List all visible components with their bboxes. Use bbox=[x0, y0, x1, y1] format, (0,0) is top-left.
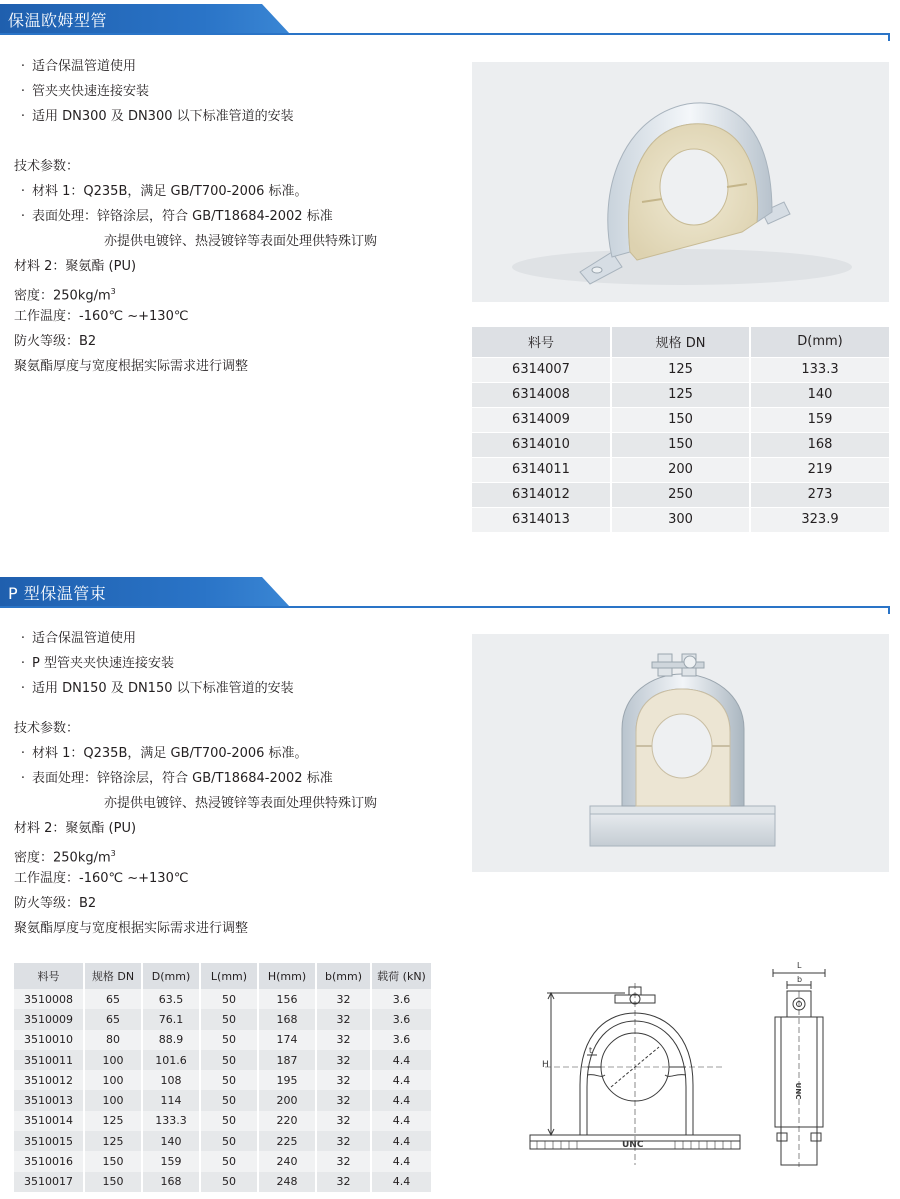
table-cell: 6314007 bbox=[472, 357, 611, 382]
table-cell: 32 bbox=[316, 1050, 371, 1070]
column-header: D(mm) bbox=[142, 963, 200, 989]
table-row bbox=[472, 482, 889, 507]
param-material1: 材料 1：Q235B，满足 GB/T700-2006 标准。 bbox=[32, 184, 308, 199]
table-cell: 63.5 bbox=[142, 989, 200, 1009]
table-cell: 4.4 bbox=[371, 1151, 431, 1171]
param-material2: 材料 2：聚氨酯 (PU) bbox=[14, 821, 137, 836]
table-cell: 3.6 bbox=[371, 1009, 431, 1029]
table-row bbox=[14, 989, 431, 1009]
table-row bbox=[14, 1111, 431, 1131]
section-title: 保温欧姆型管 bbox=[8, 11, 108, 30]
table-cell: 3510010 bbox=[14, 1030, 84, 1050]
table-cell: 3510012 bbox=[14, 1070, 84, 1090]
param-surface-note: 亦提供电镀锌、热浸镀锌等表面处理供特殊订购 bbox=[104, 234, 378, 249]
table-cell: 225 bbox=[258, 1131, 316, 1151]
table-cell: 140 bbox=[142, 1131, 200, 1151]
table-cell: 168 bbox=[142, 1172, 200, 1192]
table-row bbox=[472, 382, 889, 407]
table-cell: 50 bbox=[200, 1070, 258, 1090]
table-cell: 50 bbox=[200, 1131, 258, 1151]
table-cell: 3.6 bbox=[371, 989, 431, 1009]
table-cell: 32 bbox=[316, 1111, 371, 1131]
table-row bbox=[472, 432, 889, 457]
table-cell: 3510013 bbox=[14, 1090, 84, 1110]
table-row bbox=[472, 457, 889, 482]
table-row bbox=[14, 1172, 431, 1192]
table-cell: 187 bbox=[258, 1050, 316, 1070]
table-cell: 32 bbox=[316, 1131, 371, 1151]
table-cell: 159 bbox=[142, 1151, 200, 1171]
table-cell: 32 bbox=[316, 1030, 371, 1050]
table-cell: 50 bbox=[200, 989, 258, 1009]
table-cell: 50 bbox=[200, 1151, 258, 1171]
table-cell: 114 bbox=[142, 1090, 200, 1110]
section-header-1 bbox=[0, 4, 890, 38]
table-cell: 195 bbox=[258, 1070, 316, 1090]
dimension-label-l: L bbox=[797, 961, 802, 970]
table-cell: 240 bbox=[258, 1151, 316, 1171]
product-photo-p-clamp bbox=[472, 634, 889, 872]
table-cell: 65 bbox=[84, 1009, 142, 1029]
table-cell: 65 bbox=[84, 989, 142, 1009]
table-cell: 50 bbox=[200, 1030, 258, 1050]
table-row bbox=[14, 1070, 431, 1090]
table-cell: 100 bbox=[84, 1050, 142, 1070]
table-cell: 3510008 bbox=[14, 989, 84, 1009]
table-cell: 156 bbox=[258, 989, 316, 1009]
table-header-row bbox=[472, 327, 889, 357]
column-header: 规格 DN bbox=[611, 327, 750, 357]
table-cell: 100 bbox=[84, 1070, 142, 1090]
param-material2: 材料 2：聚氨酯 (PU) bbox=[14, 259, 137, 274]
param-surface: 表面处理：锌铬涂层，符合 GB/T18684-2002 标准 bbox=[32, 771, 333, 786]
table-cell: 4.4 bbox=[371, 1070, 431, 1090]
section-header-2 bbox=[0, 577, 890, 611]
table-cell: 133.3 bbox=[142, 1111, 200, 1131]
brand-label-side: UNC bbox=[794, 1082, 802, 1100]
dimension-label-t: t bbox=[589, 1046, 593, 1055]
table-cell: 100 bbox=[84, 1090, 142, 1110]
table-cell: 140 bbox=[750, 382, 889, 407]
param-fire: 防火等级：B2 bbox=[14, 334, 97, 349]
feature-item: · 管夹夹快速连接安装 bbox=[20, 84, 150, 99]
dimension-label-h: H bbox=[542, 1060, 549, 1070]
table-cell: 32 bbox=[316, 1172, 371, 1192]
table-cell: 250 bbox=[611, 482, 750, 507]
param-temp: 工作温度：-160℃ ~+130℃ bbox=[14, 871, 189, 886]
table-cell: 125 bbox=[611, 382, 750, 407]
table-cell: 50 bbox=[200, 1090, 258, 1110]
table-cell: 3510017 bbox=[14, 1172, 84, 1192]
feature-item: · 适用 DN300 及 DN300 以下标准管道的安装 bbox=[20, 109, 294, 124]
table-cell: 248 bbox=[258, 1172, 316, 1192]
params-title: 技术参数： bbox=[14, 159, 80, 174]
table-cell: 150 bbox=[84, 1151, 142, 1171]
table-cell: 159 bbox=[750, 407, 889, 432]
param-material1: 材料 1：Q235B，满足 GB/T700-2006 标准。 bbox=[32, 746, 308, 761]
table-row bbox=[14, 1090, 431, 1110]
table-cell: 32 bbox=[316, 989, 371, 1009]
table-row bbox=[14, 1131, 431, 1151]
table-cell: 32 bbox=[316, 1009, 371, 1029]
table-cell: 4.4 bbox=[371, 1050, 431, 1070]
table-row bbox=[472, 407, 889, 432]
column-header: 载荷 (kN) bbox=[371, 963, 431, 989]
table-cell: 174 bbox=[258, 1030, 316, 1050]
table-cell: 3510015 bbox=[14, 1131, 84, 1151]
table-cell: 219 bbox=[750, 457, 889, 482]
table-cell: 50 bbox=[200, 1172, 258, 1192]
table-cell: 88.9 bbox=[142, 1030, 200, 1050]
table-row bbox=[472, 507, 889, 532]
feature-item: · 适合保温管道使用 bbox=[20, 631, 137, 646]
brand-label: UNC bbox=[622, 1140, 644, 1150]
table-cell: 125 bbox=[611, 357, 750, 382]
table-cell: 150 bbox=[611, 432, 750, 457]
spec-table-2 bbox=[14, 963, 431, 1192]
table-cell: 80 bbox=[84, 1030, 142, 1050]
table-cell: 4.4 bbox=[371, 1172, 431, 1192]
table-cell: 32 bbox=[316, 1070, 371, 1090]
params-block-2: 技术参数： · 材料 1：Q235B，满足 GB/T700-2006 标准。 · 表面处理：锌铬涂层，符合 GB/T18684-2002 标准 亦提供电镀锌、热浸镀锌等表面处理供特殊订购 材料 2：聚氨酯 (PU) 密度：$250kg/m^3$ 工作温度：-160℃ ~+130℃ 防火等级：B2 聚氨酯厚度与宽度根据实际需求进行调整 bbox=[14, 716, 377, 941]
table-cell: 150 bbox=[84, 1172, 142, 1192]
table-cell: 101.6 bbox=[142, 1050, 200, 1070]
param-surface: 表面处理：锌铬涂层，符合 GB/T18684-2002 标准 bbox=[32, 209, 333, 224]
table-cell: 4.4 bbox=[371, 1131, 431, 1151]
table-row bbox=[14, 1030, 431, 1050]
param-fire: 防火等级：B2 bbox=[14, 896, 97, 911]
column-header: b(mm) bbox=[316, 963, 371, 989]
column-header: L(mm) bbox=[200, 963, 258, 989]
table-cell: 133.3 bbox=[750, 357, 889, 382]
table-header-row bbox=[14, 963, 431, 989]
technical-drawing-front bbox=[525, 975, 755, 1175]
technical-drawing-side bbox=[765, 955, 835, 1177]
table-row bbox=[14, 1050, 431, 1070]
table-cell: 6314009 bbox=[472, 407, 611, 432]
table-row bbox=[472, 357, 889, 382]
table-cell: 220 bbox=[258, 1111, 316, 1131]
table-cell: 32 bbox=[316, 1090, 371, 1110]
column-header: 料号 bbox=[472, 327, 611, 357]
table-cell: 125 bbox=[84, 1131, 142, 1151]
params-title: 技术参数： bbox=[14, 721, 80, 736]
product-photo-omega-clamp bbox=[472, 62, 889, 302]
table-cell: 6314013 bbox=[472, 507, 611, 532]
table-cell: 300 bbox=[611, 507, 750, 532]
table-cell: 6314010 bbox=[472, 432, 611, 457]
table-row bbox=[14, 1009, 431, 1029]
table-cell: 200 bbox=[611, 457, 750, 482]
table-cell: 6314011 bbox=[472, 457, 611, 482]
params-block-1: 技术参数： · 材料 1：Q235B，满足 GB/T700-2006 标准。 · 表面处理：锌铬涂层，符合 GB/T18684-2002 标准 亦提供电镀锌、热浸镀锌等表面处理供特殊订购 材料 2：聚氨酯 (PU) 密度：$250kg/m^3$ 工作温度：-160℃ ~+130℃ 防火等级：B2 聚氨酯厚度与宽度根据实际需求进行调整 bbox=[14, 154, 377, 379]
param-note: 聚氨酯厚度与宽度根据实际需求进行调整 bbox=[14, 359, 249, 374]
table-row bbox=[14, 1151, 431, 1171]
feature-list-2 bbox=[14, 626, 294, 701]
column-header: D(mm) bbox=[750, 327, 889, 357]
table-cell: 200 bbox=[258, 1090, 316, 1110]
column-header: 料号 bbox=[14, 963, 84, 989]
table-cell: 6314008 bbox=[472, 382, 611, 407]
table-cell: 273 bbox=[750, 482, 889, 507]
spec-table-1 bbox=[472, 327, 889, 532]
table-cell: 50 bbox=[200, 1009, 258, 1029]
table-cell: 150 bbox=[611, 407, 750, 432]
feature-item: · 适用 DN150 及 DN150 以下标准管道的安装 bbox=[20, 681, 294, 696]
section-title: P 型保温管束 bbox=[8, 584, 107, 603]
feature-list-1 bbox=[14, 54, 294, 129]
table-cell: 50 bbox=[200, 1111, 258, 1131]
param-surface-note: 亦提供电镀锌、热浸镀锌等表面处理供特殊订购 bbox=[104, 796, 378, 811]
table-cell: 3510009 bbox=[14, 1009, 84, 1029]
param-density: 密度：$250kg/m^3$ bbox=[14, 287, 116, 304]
table-cell: 4.4 bbox=[371, 1090, 431, 1110]
table-cell: 3510014 bbox=[14, 1111, 84, 1131]
table-cell: 323.9 bbox=[750, 507, 889, 532]
table-cell: 76.1 bbox=[142, 1009, 200, 1029]
table-cell: 3510011 bbox=[14, 1050, 84, 1070]
column-header: 规格 DN bbox=[84, 963, 142, 989]
table-cell: 125 bbox=[84, 1111, 142, 1131]
table-cell: 3510016 bbox=[14, 1151, 84, 1171]
table-cell: 168 bbox=[258, 1009, 316, 1029]
param-note: 聚氨酯厚度与宽度根据实际需求进行调整 bbox=[14, 921, 249, 936]
feature-item: · P 型管夹夹快速连接安装 bbox=[20, 656, 174, 671]
column-header: H(mm) bbox=[258, 963, 316, 989]
dimension-label-b: b bbox=[797, 975, 803, 984]
table-cell: 168 bbox=[750, 432, 889, 457]
param-density: 密度：$250kg/m^3$ bbox=[14, 849, 116, 866]
table-cell: 32 bbox=[316, 1151, 371, 1171]
table-cell: 108 bbox=[142, 1070, 200, 1090]
table-cell: 6314012 bbox=[472, 482, 611, 507]
table-cell: 4.4 bbox=[371, 1111, 431, 1131]
table-cell: 50 bbox=[200, 1050, 258, 1070]
table-cell: 3.6 bbox=[371, 1030, 431, 1050]
param-temp: 工作温度：-160℃ ~+130℃ bbox=[14, 309, 189, 324]
feature-item: · 适合保温管道使用 bbox=[20, 59, 137, 74]
